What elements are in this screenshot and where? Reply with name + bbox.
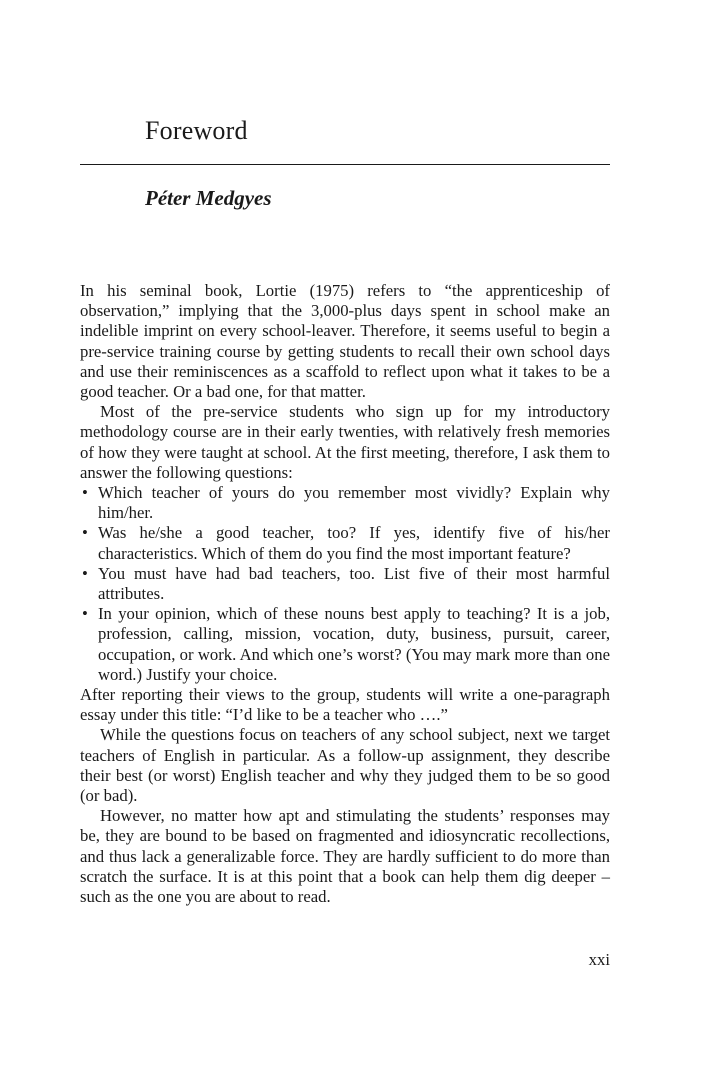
paragraph-essay: After reporting their views to the group, students will write a one-paragraph essay under this title: “I’d like to be a teacher who ….” [80, 685, 610, 725]
list-item-text: In your opinion, which of these nouns best apply to teaching? It is a job, profession, calling, mission, vocation, duty, business, pursuit, career, occupation, or work. And which one’s worst? (You may mark more than one word.) Justify your choice. [98, 604, 610, 684]
body-text [80, 281, 610, 907]
paragraph-english-teachers: While the questions focus on teachers of any school subject, next we target teachers of English in particular. As a follow-up assignment, they describe their best (or worst) English teacher and why they judged them to be so good (or bad). [80, 725, 610, 806]
title-divider-rule [80, 164, 610, 165]
bullet-icon: • [82, 604, 88, 624]
list-item [80, 564, 610, 604]
page-number: xxi [588, 950, 610, 969]
list-item [80, 483, 610, 523]
chapter-author: Péter Medgyes [145, 186, 272, 210]
chapter-title: Foreword [145, 116, 248, 145]
bullet-icon: • [82, 523, 88, 543]
list-item [80, 604, 610, 685]
question-list [80, 483, 610, 685]
list-item [80, 523, 610, 563]
list-item-text: Which teacher of yours do you remember most vividly? Explain why him/her. [98, 483, 610, 523]
list-item-text: Was he/she a good teacher, too? If yes, identify five of his/her characteristics. Which of them do you find the most important feature? [98, 523, 610, 563]
paragraph-intro: In his seminal book, Lortie (1975) refers to “the apprenticeship of observation,” implying that the 3,000-plus days spent in school make an indelible imprint on every school-leaver. Therefore, it seems useful to begin a pre-service training course by getting students to recall their own school days and use their reminiscences as a scaffold to reflect upon what it takes to be a good teacher. Or a bad one, for that matter. [80, 281, 610, 402]
bullet-icon: • [82, 483, 88, 503]
bullet-icon: • [82, 563, 88, 583]
list-item-text: You must have had bad teachers, too. List five of their most harmful attributes. [98, 563, 610, 604]
paragraph-closing: However, no matter how apt and stimulating the students’ responses may be, they are bound to be based on fragmented and idiosyncratic recollections, and thus lack a generalizable force. They are hardly sufficient to do more than scratch the surface. It is at this point that a book can help them dig deeper – such as the one you are about to read. [80, 806, 610, 907]
paragraph-questions: Most of the pre-service students who sign up for my introductory methodology course are in their early twenties, with relatively fresh memories of how they were taught at school. At the first meeting, therefore, I ask them to answer the following questions: [80, 402, 610, 482]
